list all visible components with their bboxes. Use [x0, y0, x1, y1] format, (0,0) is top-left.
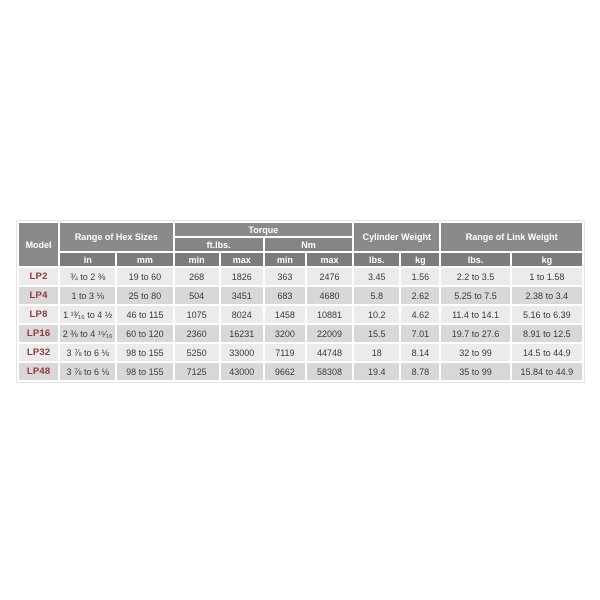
cell-ftlbs-max: 8024 — [220, 305, 264, 324]
cell-ftlbs-min: 504 — [174, 286, 220, 305]
cell-link-kg: 14.5 to 44.9 — [511, 343, 583, 362]
torque-wrench-spec-table — [17, 221, 584, 382]
cell-cyl-kg: 2.62 — [400, 286, 440, 305]
table-row-lp4 — [18, 286, 583, 305]
header-nm-min: min — [264, 252, 306, 267]
cell-cyl-lbs: 19.4 — [353, 362, 400, 381]
header-cylinder-weight: Cylinder Weight — [353, 222, 440, 252]
header-nm-max: max — [306, 252, 353, 267]
cell-nm-max: 2476 — [306, 267, 353, 286]
cell-hex-mm: 46 to 115 — [116, 305, 173, 324]
cell-ftlbs-max: 16231 — [220, 324, 264, 343]
cell-link-lbs: 19.7 to 27.6 — [440, 324, 510, 343]
table-header — [18, 222, 583, 267]
cell-nm-max: 10881 — [306, 305, 353, 324]
cell-nm-min: 3200 — [264, 324, 306, 343]
cell-cyl-lbs: 3.45 — [353, 267, 400, 286]
cell-model: LP48 — [18, 362, 59, 381]
cell-model: LP4 — [18, 286, 59, 305]
header-model: Model — [18, 222, 59, 267]
header-ftlbs-min: min — [174, 252, 220, 267]
table-row-lp8 — [18, 305, 583, 324]
cell-cyl-kg: 8.78 — [400, 362, 440, 381]
table-row-lp32 — [18, 343, 583, 362]
cell-hex-mm: 25 to 80 — [116, 286, 173, 305]
cell-cyl-lbs: 10.2 — [353, 305, 400, 324]
cell-nm-min: 683 — [264, 286, 306, 305]
cell-link-lbs: 11.4 to 14.1 — [440, 305, 510, 324]
cell-cyl-kg: 4.62 — [400, 305, 440, 324]
cell-hex-mm: 98 to 155 — [116, 343, 173, 362]
cell-ftlbs-max: 3451 — [220, 286, 264, 305]
header-cylinder-kg: kg — [400, 252, 440, 267]
header-link-kg: kg — [511, 252, 583, 267]
cell-link-kg: 1 to 1.58 — [511, 267, 583, 286]
header-mm: mm — [116, 252, 173, 267]
header-cylinder-lbs: lbs. — [353, 252, 400, 267]
cell-hex-in: 2 ⅜ to 4 ¹⁵⁄₁₆ — [59, 324, 116, 343]
cell-ftlbs-max: 43000 — [220, 362, 264, 381]
table-body — [18, 267, 583, 381]
cell-ftlbs-min: 2360 — [174, 324, 220, 343]
cell-hex-mm: 19 to 60 — [116, 267, 173, 286]
cell-link-kg: 8.91 to 12.5 — [511, 324, 583, 343]
cell-ftlbs-min: 5250 — [174, 343, 220, 362]
cell-model: LP32 — [18, 343, 59, 362]
cell-link-lbs: 32 to 99 — [440, 343, 510, 362]
table-row-lp48 — [18, 362, 583, 381]
cell-cyl-lbs: 18 — [353, 343, 400, 362]
header-range-of-hex-sizes: Range of Hex Sizes — [59, 222, 173, 252]
table-row-lp2 — [18, 267, 583, 286]
cell-link-kg: 15.84 to 44.9 — [511, 362, 583, 381]
cell-link-lbs: 5.25 to 7.5 — [440, 286, 510, 305]
cell-hex-mm: 98 to 155 — [116, 362, 173, 381]
cell-hex-in: 1 to 3 ⅛ — [59, 286, 116, 305]
cell-model: LP2 — [18, 267, 59, 286]
cell-nm-min: 1458 — [264, 305, 306, 324]
cell-ftlbs-max: 33000 — [220, 343, 264, 362]
cell-nm-max: 44748 — [306, 343, 353, 362]
cell-nm-min: 7119 — [264, 343, 306, 362]
cell-model: LP16 — [18, 324, 59, 343]
cell-hex-in: 1 ¹³⁄₁₆ to 4 ½ — [59, 305, 116, 324]
header-link-lbs: lbs. — [440, 252, 510, 267]
cell-hex-in: ¾ to 2 ⅜ — [59, 267, 116, 286]
cell-cyl-kg: 7.01 — [400, 324, 440, 343]
header-range-of-link-weight: Range of Link Weight — [440, 222, 583, 252]
cell-hex-in: 3 ⅞ to 6 ⅛ — [59, 362, 116, 381]
cell-ftlbs-min: 1075 — [174, 305, 220, 324]
table-row-lp16 — [18, 324, 583, 343]
header-ftlbs-max: max — [220, 252, 264, 267]
cell-model: LP8 — [18, 305, 59, 324]
header-torque: Torque — [174, 222, 354, 237]
cell-cyl-lbs: 5.8 — [353, 286, 400, 305]
cell-hex-in: 3 ⅞ to 6 ⅛ — [59, 343, 116, 362]
cell-cyl-kg: 1.56 — [400, 267, 440, 286]
cell-nm-min: 9662 — [264, 362, 306, 381]
header-in: in — [59, 252, 116, 267]
header-ftlbs: ft.lbs. — [174, 237, 264, 252]
cell-link-lbs: 2.2 to 3.5 — [440, 267, 510, 286]
header-nm: Nm — [264, 237, 353, 252]
cell-hex-mm: 60 to 120 — [116, 324, 173, 343]
cell-ftlbs-max: 1826 — [220, 267, 264, 286]
cell-nm-max: 4680 — [306, 286, 353, 305]
cell-nm-max: 58308 — [306, 362, 353, 381]
cell-link-lbs: 35 to 99 — [440, 362, 510, 381]
cell-nm-min: 363 — [264, 267, 306, 286]
cell-ftlbs-min: 268 — [174, 267, 220, 286]
spec-table-container — [17, 221, 584, 382]
cell-nm-max: 22009 — [306, 324, 353, 343]
cell-cyl-lbs: 15.5 — [353, 324, 400, 343]
cell-link-kg: 5.16 to 6.39 — [511, 305, 583, 324]
cell-cyl-kg: 8.14 — [400, 343, 440, 362]
cell-link-kg: 2.38 to 3.4 — [511, 286, 583, 305]
cell-ftlbs-min: 7125 — [174, 362, 220, 381]
